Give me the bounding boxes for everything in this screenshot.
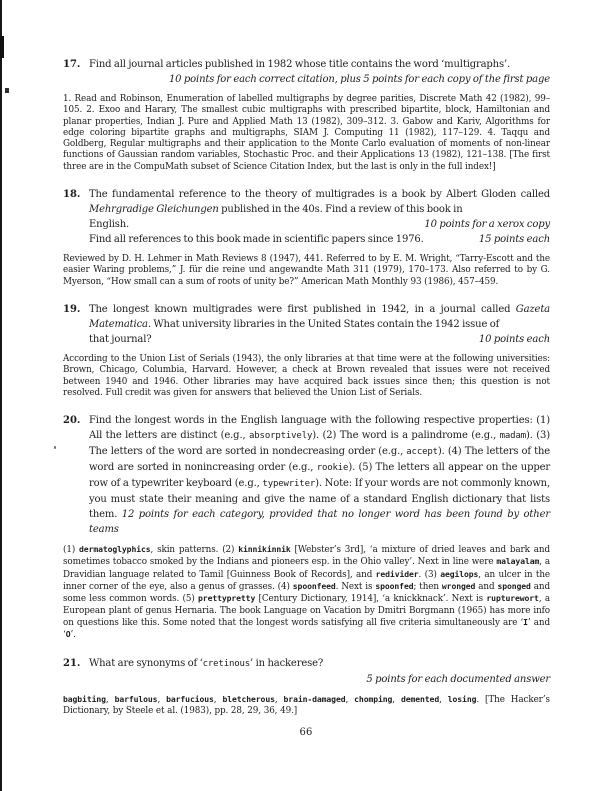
text-run: and some less common words. (5)	[63, 582, 550, 605]
item-number: 18.	[63, 189, 81, 201]
text-run: . (3)	[418, 569, 441, 580]
text-run: ). (4) The letters of the word are sorted in nonincreasing order (e.g.,	[89, 446, 551, 474]
text-run: published in the 40s. Find a review of this book in	[218, 204, 463, 216]
item-number: 17.	[63, 59, 81, 70]
mono-text: aegilops	[440, 568, 479, 579]
question-row	[63, 302, 550, 347]
question-line	[89, 232, 550, 247]
mono-text: accept	[406, 447, 438, 458]
mono-text: sponged	[497, 581, 531, 592]
answer-text	[63, 354, 550, 399]
italic-text: 5 points for each documented answer	[366, 673, 550, 685]
question-item	[63, 187, 550, 288]
text-run: ,	[105, 694, 115, 705]
question-body	[89, 302, 550, 347]
text-run: (1)	[63, 545, 80, 556]
question-text	[89, 57, 550, 72]
text-run: According to the Union List of Serials (1943), the only libraries at that time were at the following universities: Brown, Chicago, Columbia, Harvard. However, a check at Brown revealed that issues were not received between 1940 and 1946. Other libraries may have acquired back issues since then; this question is not resolved. Full credit was given for answers that believed the Union List of Serials.	[63, 353, 550, 398]
text-run: , skin patterns. (2)	[150, 545, 239, 556]
text-run: [Webster’s 3rd], ‘a mixture of dried leaves and bark and sometimes tobacco smoked by the Indians and pioneers esp. in the Ohio valley’. Next in line were	[63, 545, 551, 568]
text-run: The fundamental reference to the theory of multigrades is a book by Albert Gloden called	[89, 189, 550, 201]
mono-text: barfucious	[166, 693, 214, 704]
answer-text	[63, 544, 550, 641]
text-run: English.	[89, 219, 130, 231]
mono-text: cretinous	[202, 658, 251, 669]
text-run: ). (5) The letters all appear on the upper row of a typewriter keyboard (e.g.,	[89, 462, 551, 490]
italic-text: 10 points each	[478, 333, 550, 345]
text-run: ’.	[70, 630, 76, 641]
points-note	[479, 332, 550, 347]
question-item	[63, 413, 550, 641]
italic-text: Mehrgradige Gleichungen	[89, 204, 219, 216]
points-note	[424, 217, 550, 232]
question-line	[89, 217, 550, 232]
text-run: , a Dravidian language related to Tamil [Guinness Book of Records], and	[63, 557, 550, 580]
scan-edge-artifact	[0, 0, 2, 791]
text-run: Reviewed by D. H. Lehmer in Math Reviews 8 (1947), 441. Referred to by E. M. Wright, “Tarry-Escott and the easier Waring problems,” J. für die reine und angewandte Math 311 (1979), 170–173. Also referred to by G. Myerson, “How small can a sum of roots of unity be?” American Math Monthly 93 (1986), 457–459.	[63, 254, 550, 287]
text-run: ). Note: If your words are not commonly known, you must state their meaning and give the name of a standard English dictionary that lists them.	[89, 478, 550, 521]
text-run: ,	[345, 694, 355, 705]
question-row	[63, 57, 550, 87]
text-run: ). (3) The letters of the word are sorted in nondecreasing order (e.g.,	[89, 430, 550, 458]
answer-text	[63, 694, 550, 718]
mono-text: wronged	[441, 581, 476, 592]
text-run: . [The Hacker’s Dictionary, by Steele et al. (1983), pp. 28, 29, 36, 49.]	[63, 694, 550, 716]
question-body	[89, 187, 550, 247]
text-run: ,	[439, 694, 448, 705]
italic-text: 12 points for each category, provided that no longer word has been found by other teams	[89, 509, 550, 536]
scan-speck	[5, 88, 9, 93]
mono-text: kinnikinnik	[238, 544, 291, 555]
question-item	[63, 302, 550, 399]
answer-text	[63, 254, 550, 288]
page-number: 66	[299, 727, 313, 738]
mono-text: redivider	[375, 568, 419, 579]
question-row	[63, 413, 550, 537]
item-number: 19.	[63, 303, 81, 315]
mono-text: O	[65, 629, 71, 640]
question-body	[89, 57, 550, 87]
mono-text: absorptively	[249, 431, 313, 442]
item-number: 20.	[63, 415, 81, 427]
text-run: [Century Dictionary, 1914], ‘a knickknack’. Next is	[255, 594, 487, 605]
mono-text: losing	[447, 693, 477, 704]
italic-text: 15 points each	[478, 234, 550, 246]
question-body	[89, 413, 550, 537]
question-row	[63, 187, 550, 247]
text-run: ,	[392, 694, 401, 705]
text-run: . What university libraries in the United States contain the 1942 issue of	[147, 318, 500, 330]
mono-text: brain-damaged	[283, 693, 346, 704]
question-body	[89, 656, 550, 687]
italic-text: 10 points for a xerox copy	[424, 219, 550, 231]
question-text	[89, 302, 550, 332]
mono-text: typewriter	[262, 479, 316, 490]
mono-text: bagbiting	[63, 693, 106, 704]
question-text	[89, 217, 129, 232]
points-note	[89, 72, 550, 87]
question-text	[89, 413, 550, 537]
mono-text: spoonfeed	[292, 581, 336, 592]
text-run: ; then	[413, 582, 442, 593]
page-content	[63, 57, 550, 731]
text-run: The longest known multigrades were first published in 1942, in a journal called	[89, 303, 516, 315]
text-run: ’ in hackerese?	[250, 657, 324, 669]
text-run: Find all references to this book made in scientific papers since 1976.	[89, 234, 424, 246]
text-run: ’ and ‘	[63, 617, 550, 641]
italic-text: 10 points for each correct citation, plus 5 points for each copy of the first page	[168, 74, 550, 85]
mono-text: barfulous	[114, 693, 158, 704]
mono-text: I	[523, 616, 528, 627]
mono-text: chomping	[354, 693, 393, 704]
text-run: ,	[274, 694, 284, 705]
item-number: 21.	[63, 657, 81, 669]
italic-text: Gazeta Matematica	[89, 303, 550, 330]
text-run: that journal?	[89, 333, 152, 345]
text-run: Find all journal articles published in 1982 whose title contains the word ‘multigraphs’.	[89, 59, 511, 70]
text-run: . Next is	[335, 582, 376, 593]
scan-blot-artifact	[0, 36, 4, 58]
text-run: 1. Read and Robinson, Enumeration of labelled multigraphs by degree parities, Discrete Math 42 (1982), 99–105. 2. Exoo and Harary, The smallest cubic multigraphs with prescribed bipartite, block, Hamiltonian and planar properties, Indian J. Pure and Applied Math 13 (1982), 309–312. 3. Gabow and Kariv, Algorithms for edge coloring bipartite graphs and multigraphs, SIAM J. Computing 11 (1982), 117–129. 4. Taqqu and Goldberg, Regular multigraphs and their application to the Monte Carlo evaluation of moments of non-linear functions of Gaussian random variables, Stochastic Proc. and their Applications 13 (1982), 121–138. [The first three are in the CompuMath subset of Science Citation Index, but the last is only in the full index!]	[63, 94, 550, 172]
mono-text: rookie	[316, 463, 349, 474]
question-line	[89, 332, 550, 347]
mono-text: prettypretty	[198, 593, 256, 604]
text-run: Find the longest words in the English language with the following respective properties: (1) All the letters are distinct (e.g.,	[89, 415, 550, 442]
question-row	[63, 656, 550, 687]
answer-text	[63, 94, 550, 173]
text-run: and	[475, 582, 498, 593]
mono-text: malayalam	[496, 556, 540, 567]
mono-text: dermatoglyphics	[79, 544, 151, 555]
points-note	[479, 232, 550, 247]
question-item	[63, 656, 550, 718]
points-note	[89, 672, 550, 687]
text-run: ). (2) The word is a palindrome (e.g.,	[312, 430, 500, 442]
text-run: , a European plant of genus Hernaria. The book Language on Vacation by Dmitri Borgmann (1965) has more info on questions like this. Some noted that the longest words satisfying all five criteria simultaneously are ‘	[63, 594, 550, 628]
text-run: What are synonyms of ‘	[89, 657, 203, 669]
mono-text: demented	[400, 693, 440, 704]
question-text	[89, 656, 550, 672]
question-text	[89, 232, 424, 247]
question-item	[63, 57, 550, 173]
question-text	[89, 332, 151, 347]
text-run: , an ulcer in the inner corner of the eye, also a genus of grasses. (4)	[63, 569, 551, 593]
text-run: ,	[213, 694, 223, 705]
mono-text: bletcherous	[222, 693, 275, 704]
text-run: ,	[157, 694, 167, 705]
mono-text: madam	[499, 431, 526, 442]
mono-text: rupturewort	[486, 593, 539, 604]
mono-text: spoonfed	[375, 581, 414, 592]
scan-speck	[54, 446, 56, 449]
question-text	[89, 187, 550, 217]
